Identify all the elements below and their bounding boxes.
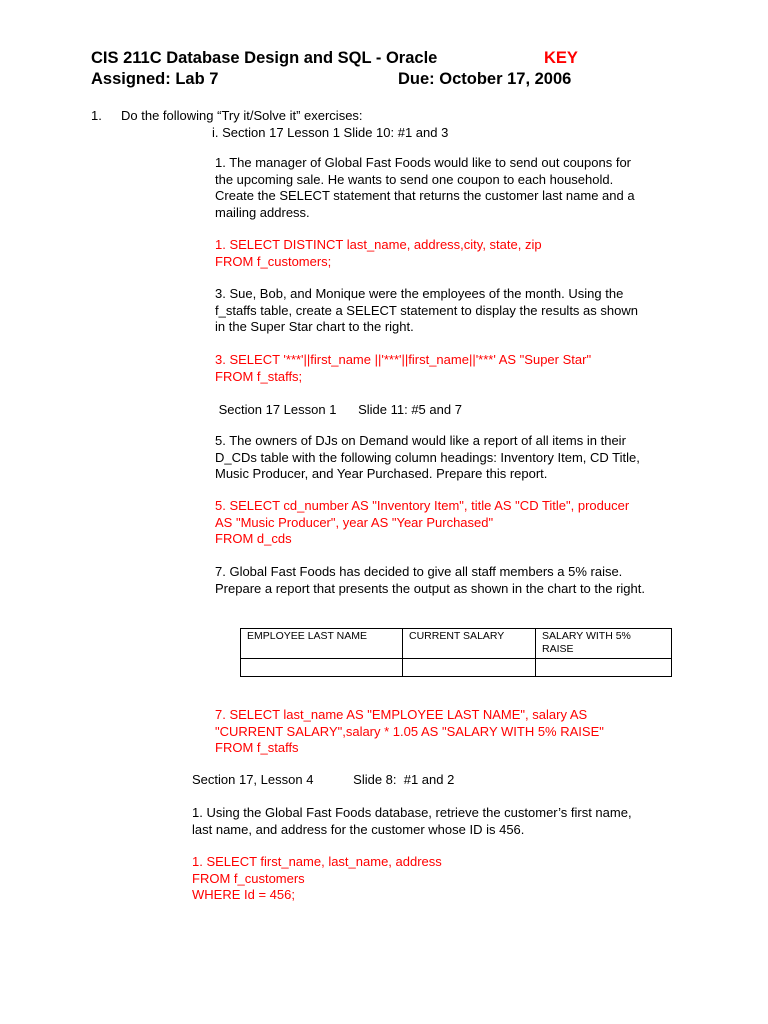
column-header-employee-last-name: EMPLOYEE LAST NAME	[241, 629, 403, 659]
answer-line: 5. SELECT cd_number AS "Inventory Item", title AS "CD Title", producer	[215, 498, 630, 513]
answer-line: FROM f_staffs;	[215, 368, 303, 384]
answer-line: FROM f_customers;	[215, 253, 332, 269]
question-line: 3. Sue, Bob, and Monique were the employees of the month. Using the	[215, 286, 624, 301]
item-number: 1.	[91, 108, 102, 123]
answer-line: 1. SELECT DISTINCT last_name, address,city, state, zip	[215, 237, 542, 252]
table-cell	[536, 659, 672, 677]
column-header-current-salary: CURRENT SALARY	[403, 629, 536, 659]
question-line: in the Super Star chart to the right.	[215, 319, 414, 334]
question-line: f_staffs table, create a SELECT statement to display the results as shown	[215, 302, 638, 318]
question-line: mailing address.	[215, 204, 310, 220]
answer-line: 7. SELECT last_name AS "EMPLOYEE LAST NAME", salary AS	[215, 707, 588, 722]
section-heading-slide10: i. Section 17 Lesson 1 Slide 10: #1 and 3	[212, 125, 449, 140]
answer-7	[215, 707, 604, 757]
question-line: last name, and address for the customer whose ID is 456.	[192, 821, 525, 837]
column-header-salary-with-raise: SALARY WITH 5% RAISE	[536, 629, 672, 659]
answer-3	[215, 352, 591, 385]
question-line: D_CDs table with the following column headings: Inventory Item, CD Title,	[215, 449, 640, 465]
question-7	[215, 564, 645, 597]
question-line: the upcoming sale. He wants to send one coupon to each household.	[215, 171, 614, 187]
question-1b	[192, 805, 632, 838]
question-line: 1. The manager of Global Fast Foods would like to send out coupons for	[215, 155, 631, 170]
table-cell	[241, 659, 403, 677]
answer-1b	[192, 854, 442, 904]
answer-line: FROM f_staffs	[215, 740, 299, 755]
due-date: Due: October 17, 2006	[398, 70, 572, 88]
table-header-row	[241, 629, 672, 659]
answer-1	[215, 237, 542, 270]
answer-5	[215, 498, 629, 548]
answer-line: FROM d_cds	[215, 531, 292, 546]
answer-line: FROM f_customers	[192, 870, 305, 886]
question-3	[215, 286, 638, 336]
table-cell	[403, 659, 536, 677]
answer-line: WHERE Id = 456;	[192, 887, 295, 902]
assigned-label: Assigned: Lab 7	[91, 70, 219, 88]
question-line: 1. Using the Global Fast Foods database, retrieve the customer’s first name,	[192, 805, 632, 820]
item-intro: Do the following “Try it/Solve it” exercises:	[121, 108, 363, 123]
answer-line: 3. SELECT '***'||first_name ||'***'||first_name||'***' AS "Super Star"	[215, 352, 592, 367]
answer-line: 1. SELECT first_name, last_name, address	[192, 854, 442, 869]
course-title: CIS 211C Database Design and SQL - Oracle	[91, 49, 438, 67]
question-line: 5. The owners of DJs on Demand would like a report of all items in their	[215, 433, 626, 448]
question-line: Prepare a report that presents the output as shown in the chart to the right.	[215, 580, 645, 596]
table-row	[241, 659, 672, 677]
section-heading-slide11: Section 17 Lesson 1 Slide 11: #5 and 7	[215, 402, 462, 417]
key-label: KEY	[544, 49, 578, 67]
section-heading-lesson4: Section 17, Lesson 4 Slide 8: #1 and 2	[192, 772, 455, 787]
question-5	[215, 433, 640, 483]
question-line: Music Producer, and Year Purchased. Prepare this report.	[215, 466, 548, 481]
salary-chart-table	[240, 628, 672, 677]
answer-line: AS "Music Producer", year AS "Year Purchased"	[215, 514, 494, 530]
question-line: 7. Global Fast Foods has decided to give all staff members a 5% raise.	[215, 564, 623, 579]
question-1	[215, 155, 635, 221]
answer-line: "CURRENT SALARY",salary * 1.05 AS "SALARY WITH 5% RAISE"	[215, 723, 604, 739]
question-line: Create the SELECT statement that returns the customer last name and a	[215, 188, 635, 203]
